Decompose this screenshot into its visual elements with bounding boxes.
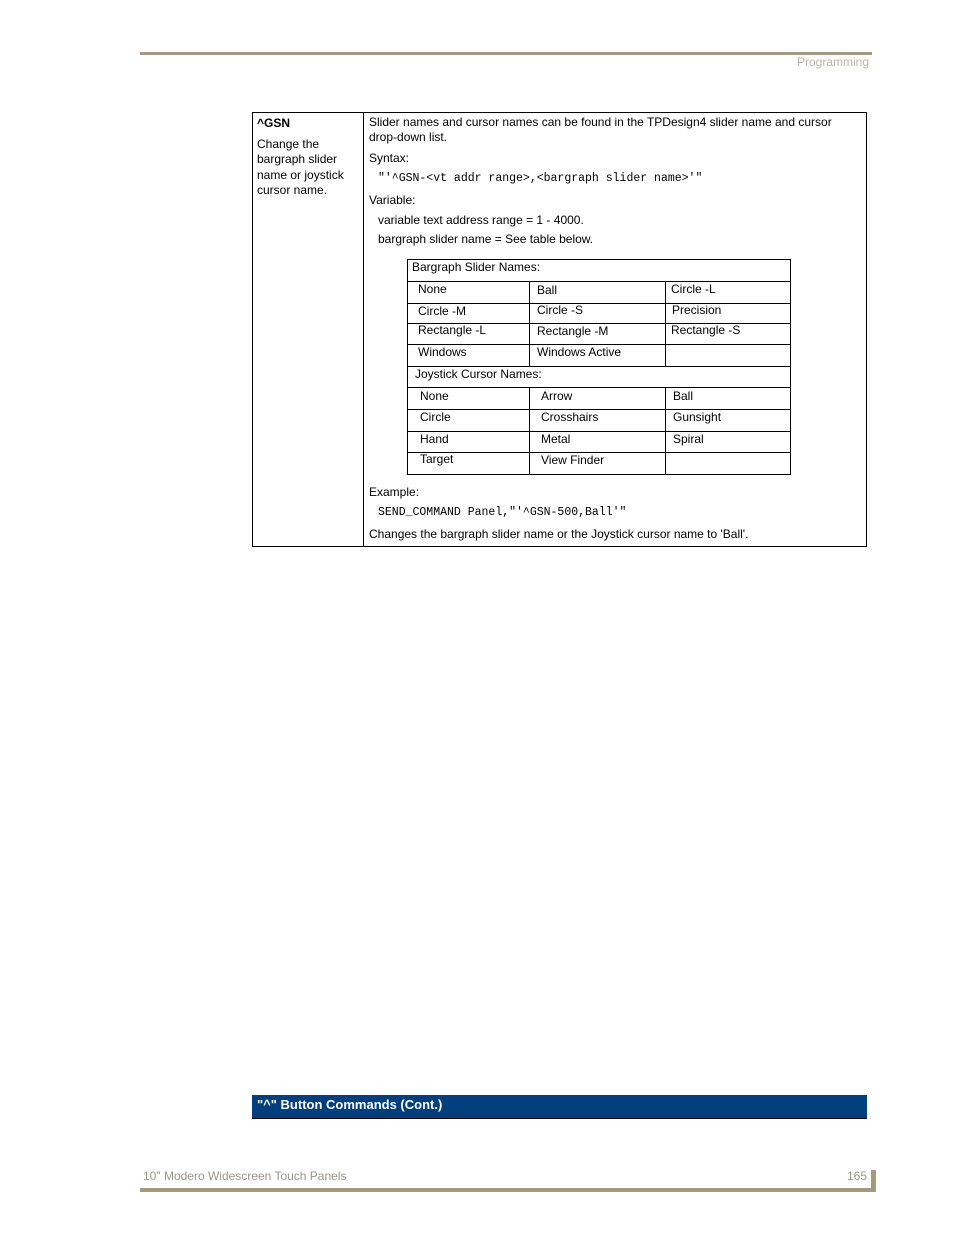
footer-product: 10" Modero Widescreen Touch Panels xyxy=(143,1169,347,1183)
intro-line-2: drop-down list. xyxy=(369,130,448,144)
example-code: SEND_COMMAND Panel,"'^GSN-500,Ball'" xyxy=(378,506,627,519)
cursor-name: Metal xyxy=(541,432,571,446)
cursor-name: Hand xyxy=(420,432,449,446)
cursor-name: None xyxy=(420,389,449,403)
slider-name: Windows Active xyxy=(537,345,622,359)
cursor-name: Target xyxy=(420,452,454,466)
section-banner: "^" Button Commands (Cont.) xyxy=(252,1095,867,1119)
cursor-name: Crosshairs xyxy=(541,410,599,424)
slider-name: None xyxy=(418,282,447,296)
cursor-name: View Finder xyxy=(541,453,605,467)
slider-name: Rectangle -S xyxy=(671,323,741,337)
slider-name: Circle -L xyxy=(671,282,716,296)
command-cell xyxy=(253,113,364,546)
command-name: ^GSN xyxy=(257,116,291,130)
slider-name: Circle -S xyxy=(537,303,584,317)
variable-line-2: bargraph slider name = See table below. xyxy=(378,232,594,246)
footer-corner-mark xyxy=(871,1170,876,1192)
header-rule xyxy=(140,52,872,55)
slider-name: Rectangle -L xyxy=(418,323,487,337)
cursor-name: Ball xyxy=(673,389,694,403)
slider-name: Circle -M xyxy=(418,304,466,318)
slider-name: Rectangle -M xyxy=(537,324,609,338)
variable-line-1: variable text address range = 1 - 4000. xyxy=(378,213,584,227)
slider-table-title: Bargraph Slider Names: xyxy=(412,260,541,274)
footer-rule xyxy=(140,1188,876,1192)
slider-name: Precision xyxy=(672,303,722,317)
page-number: 165 xyxy=(847,1169,868,1183)
slider-name: Ball xyxy=(537,283,558,297)
section-label: Programming xyxy=(796,55,869,69)
cursor-table-title: Joystick Cursor Names: xyxy=(415,367,542,381)
intro-line-1: Slider names and cursor names can be found in the TPDesign4 slider name and cursor xyxy=(369,115,832,129)
cursor-name: Gunsight xyxy=(673,410,722,424)
example-description: Changes the bargraph slider name or the Joystick cursor name to 'Ball'. xyxy=(369,527,749,541)
variable-label: Variable: xyxy=(369,193,416,207)
slider-name: Windows xyxy=(418,345,467,359)
example-label: Example: xyxy=(369,485,420,499)
cursor-name: Circle xyxy=(420,410,451,424)
cursor-name: Arrow xyxy=(541,389,573,403)
cursor-name: Spiral xyxy=(673,432,704,446)
command-table xyxy=(252,112,867,547)
syntax-code: "'^GSN-<vt addr range>,<bargraph slider name>'" xyxy=(378,172,703,185)
command-description: Change the bargraph slider name or joystick cursor name. xyxy=(257,136,344,197)
syntax-label: Syntax: xyxy=(369,151,410,165)
